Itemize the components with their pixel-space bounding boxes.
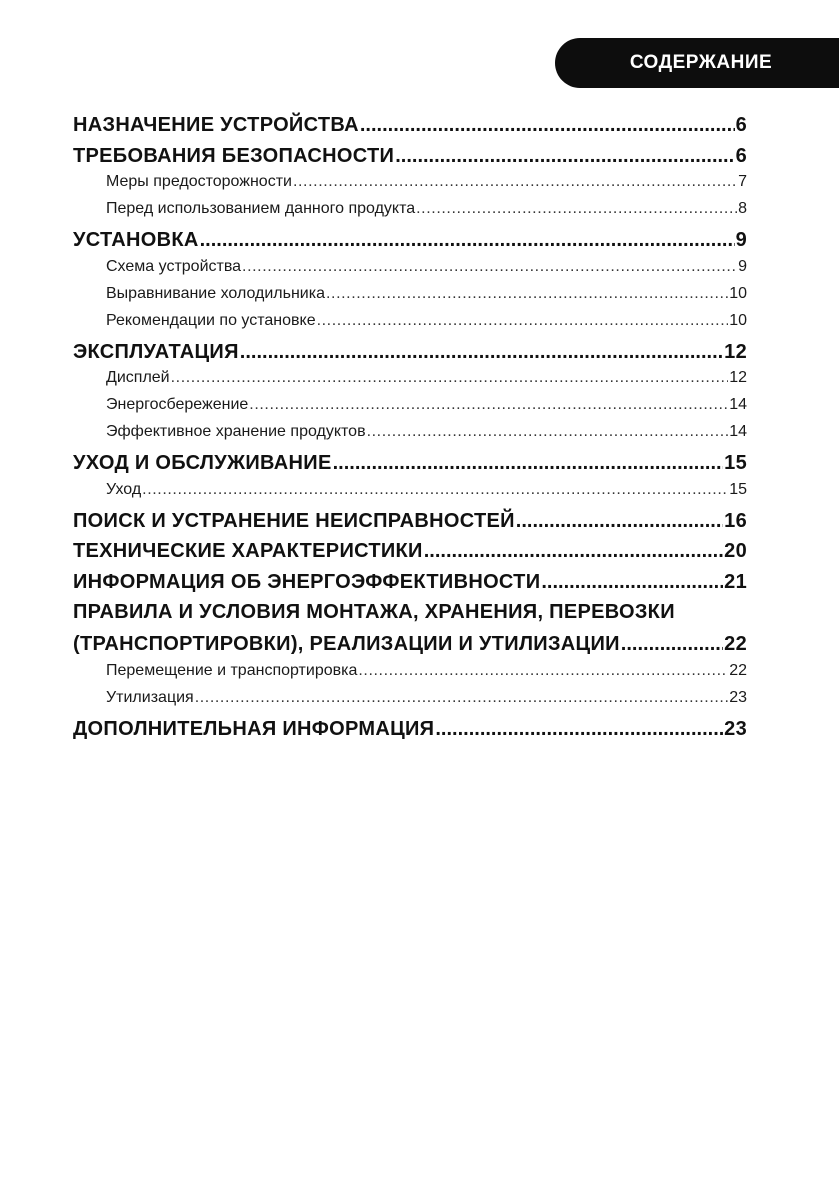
toc-subentry-title: Уход — [106, 480, 142, 498]
toc-subentry-title: Схема устройства — [106, 257, 242, 275]
toc-entry-title: ДОПОЛНИТЕЛЬНАЯ ИНФОРМАЦИЯ — [73, 717, 435, 740]
toc-entry-page: 22 — [724, 633, 747, 655]
section-header-title: СОДЕРЖАНИЕ — [629, 52, 773, 73]
toc-leader-dots — [541, 571, 723, 594]
toc-subentry-title: Рекомендации по установке — [106, 311, 316, 329]
toc-entry-page: 6 — [735, 144, 747, 167]
toc-entry-title: ЭКСПЛУАТАЦИЯ — [73, 340, 239, 363]
toc-subentry-page: 9 — [738, 257, 747, 275]
toc-leader-dots — [240, 341, 723, 364]
table-of-contents — [73, 112, 747, 746]
toc-entry[interactable] — [73, 227, 747, 258]
toc-leader-dots — [367, 423, 729, 441]
section-header-tab — [555, 38, 839, 88]
toc-subentry-title: Энергосбережение — [106, 396, 249, 413]
toc-subentry-page: 8 — [738, 200, 747, 217]
toc-subentry-title: Эффективное хранение продуктов — [106, 423, 366, 440]
toc-leader-dots — [424, 540, 723, 563]
toc-leader-dots — [621, 633, 723, 656]
toc-entry-page: 23 — [724, 717, 747, 740]
toc-entry-page: 12 — [724, 340, 747, 363]
toc-leader-dots — [242, 258, 737, 276]
toc-entry-page: 9 — [735, 229, 747, 251]
toc-subentry-page: 23 — [729, 688, 747, 706]
toc-subentry-page: 12 — [729, 369, 747, 386]
toc-subentry-page: 7 — [738, 173, 747, 190]
toc-entry-page: 15 — [724, 452, 747, 474]
toc-leader-dots — [142, 481, 728, 499]
toc-leader-dots — [516, 510, 723, 533]
toc-subentry-page: 14 — [729, 396, 747, 413]
toc-entry[interactable] — [73, 716, 747, 747]
toc-entry-title: ТЕХНИЧЕСКИЕ ХАРАКТЕРИСТИКИ — [73, 540, 423, 562]
toc-subentry-page: 10 — [729, 284, 747, 302]
toc-leader-dots — [360, 114, 735, 137]
toc-subentry[interactable] — [73, 312, 747, 339]
toc-subentry-page: 14 — [729, 423, 747, 440]
toc-subentry-page: 15 — [729, 480, 747, 498]
toc-subentry[interactable] — [73, 285, 747, 312]
toc-entry-page: 16 — [724, 509, 747, 532]
toc-subentry-page: 10 — [729, 311, 747, 329]
toc-entry[interactable] — [73, 538, 747, 569]
toc-entry-title: УСТАНОВКА — [73, 229, 199, 251]
toc-leader-dots — [416, 200, 737, 218]
toc-entry-line[interactable] — [73, 599, 747, 631]
toc-subentry[interactable] — [73, 423, 747, 450]
toc-leader-dots — [333, 452, 724, 475]
toc-subentry[interactable] — [73, 481, 747, 508]
toc-entry-page: 21 — [724, 570, 747, 593]
toc-subentry-title: Утилизация — [106, 688, 194, 706]
toc-entry[interactable] — [73, 143, 747, 174]
toc-subentry-page: 22 — [729, 661, 747, 679]
toc-subentry[interactable] — [73, 662, 747, 689]
toc-leader-dots — [195, 689, 729, 707]
toc-subentry[interactable] — [73, 258, 747, 285]
toc-entry[interactable] — [73, 339, 747, 370]
toc-leader-dots — [200, 229, 735, 252]
toc-entry[interactable] — [73, 112, 747, 143]
toc-leader-dots — [171, 369, 729, 387]
toc-subentry-title: Перед использованием данного продукта — [106, 200, 416, 217]
toc-subentry-title: Перемещение и транспортировка — [106, 661, 358, 679]
toc-leader-dots — [317, 312, 729, 330]
toc-leader-dots — [395, 145, 734, 168]
toc-leader-dots — [326, 285, 728, 303]
toc-entry[interactable] — [73, 569, 747, 600]
toc-entry[interactable] — [73, 631, 747, 662]
toc-entry[interactable] — [73, 508, 747, 539]
toc-subentry[interactable] — [73, 689, 747, 716]
toc-subentry[interactable] — [73, 396, 747, 423]
toc-leader-dots — [249, 396, 728, 414]
toc-entry-title: ПРАВИЛА И УСЛОВИЯ МОНТАЖА, ХРАНЕНИЯ, ПЕРЕВОЗКИ — [73, 601, 675, 623]
toc-subentry[interactable] — [73, 173, 747, 200]
toc-entry-title: (ТРАНСПОРТИРОВКИ), РЕАЛИЗАЦИИ И УТИЛИЗАЦИИ — [73, 633, 620, 655]
toc-subentry-title: Меры предосторожности — [106, 173, 292, 190]
toc-leader-dots — [435, 718, 723, 741]
toc-subentry-title: Дисплей — [106, 369, 170, 386]
toc-entry-title: УХОД И ОБСЛУЖИВАНИЕ — [73, 452, 332, 474]
toc-subentry[interactable] — [73, 369, 747, 396]
toc-entry-page: 6 — [735, 114, 747, 136]
toc-entry-title: ИНФОРМАЦИЯ ОБ ЭНЕРГОЭФФЕКТИВНОСТИ — [73, 570, 541, 593]
toc-entry-title: ТРЕБОВАНИЯ БЕЗОПАСНОСТИ — [73, 144, 395, 167]
toc-subentry[interactable] — [73, 200, 747, 227]
toc-entry-title: НАЗНАЧЕНИЕ УСТРОЙСТВА — [73, 114, 359, 136]
toc-entry-page: 20 — [724, 540, 747, 562]
toc-entry[interactable] — [73, 450, 747, 481]
toc-leader-dots — [293, 173, 737, 191]
toc-subentry-title: Выравнивание холодильника — [106, 284, 325, 302]
toc-entry-title: ПОИСК И УСТРАНЕНИЕ НЕИСПРАВНОСТЕЙ — [73, 509, 515, 532]
toc-leader-dots — [358, 662, 728, 680]
